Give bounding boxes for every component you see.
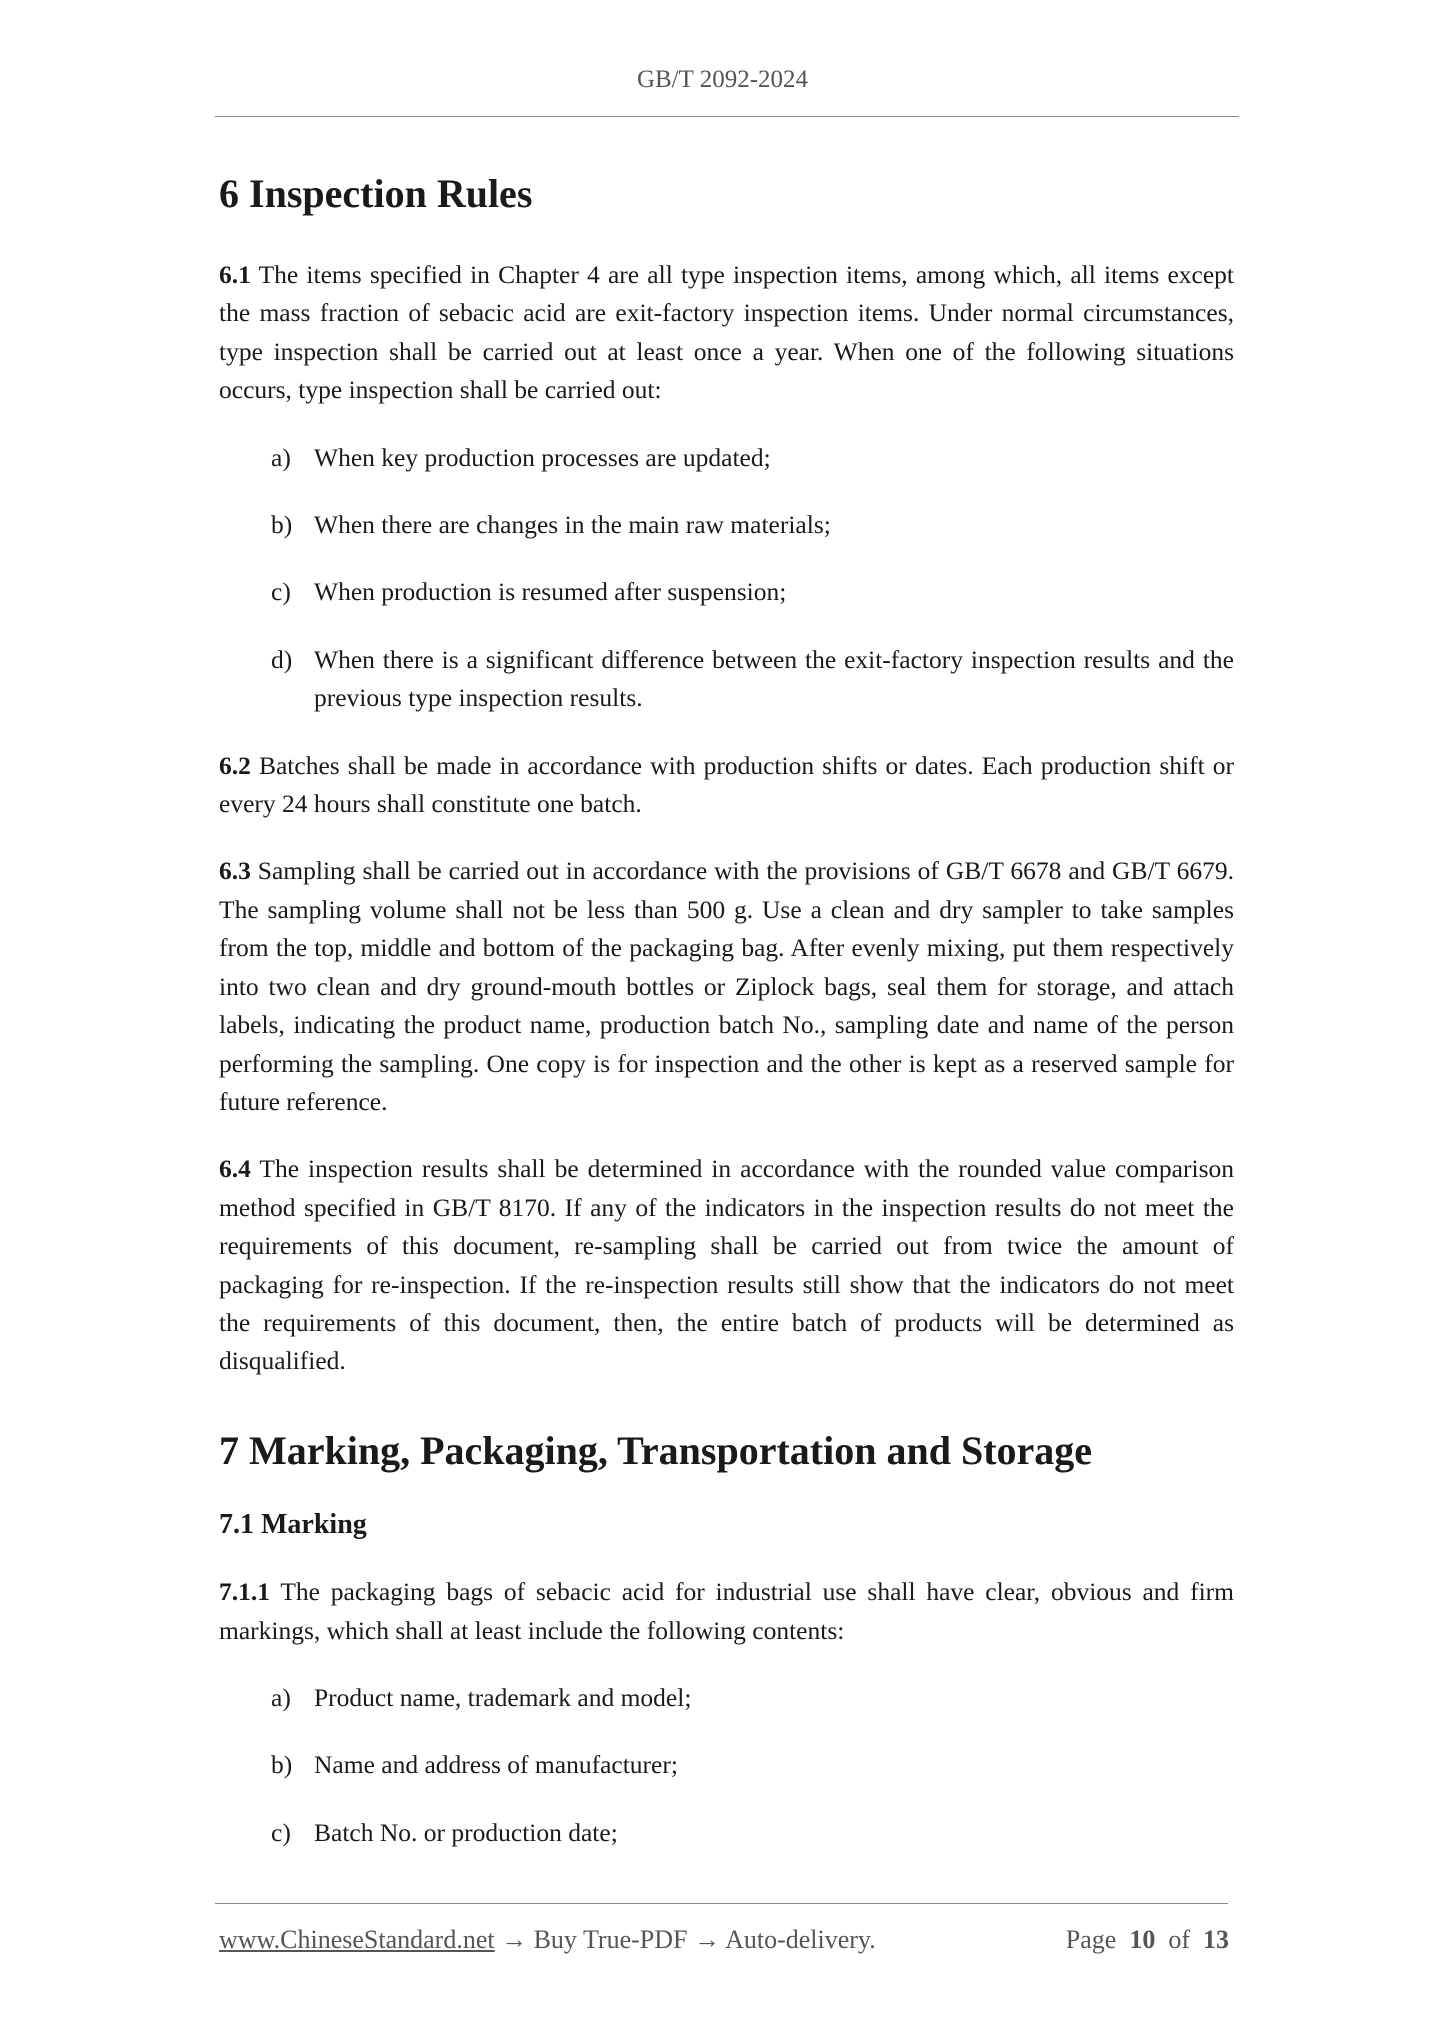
section-6-title: 6 Inspection Rules (219, 171, 533, 216)
list-text: When key production processes are updated; (314, 442, 771, 472)
subsection-7-1-title: 7.1 Marking (219, 1508, 367, 1540)
list-letter: b) (271, 1750, 293, 1780)
clause-text: The packaging bags of sebacic acid for industrial use shall have clear, obvious and firm markings, which shall at least include the following contents: (219, 1577, 1234, 1645)
clause-number: 6.4 (219, 1154, 251, 1184)
list-item (219, 1814, 1234, 1852)
clause-text: Sampling shall be carried out in accordance with the provisions of GB/T 6678 and GB/T 6679. The sampling volume shall not be less than 500 g. Use a clean and dry sampler to take samples from the top, middle and bottom of the packaging bag. After evenly mixing, put them respectively into two clean and dry ground-mouth bottles or Ziplock bags, seal them for storage, and attach labels, indicating the product name, production batch No., sampling date and name of the person performing the sampling. One copy is for inspection and the other is kept as a reserved sample for future reference. (219, 856, 1234, 1116)
clause-6-3 (219, 852, 1234, 1121)
running-header: GB/T 2092-2024 (636, 66, 809, 93)
clause-text: Batches shall be made in accordance with production shifts or dates. Each production shift or every 24 hours shall constitute one batch. (219, 750, 1234, 819)
list-text: When there is a significant difference between the exit-factory inspection results and the previous type inspection results. (314, 644, 1234, 713)
chinesestandard-link[interactable]: www.ChineseStandard.net (219, 1925, 495, 1954)
list-text: Batch No. or production date; (314, 1817, 618, 1847)
clause-7-1-1 (219, 1573, 1234, 1650)
list-item (219, 1746, 1234, 1784)
list-letter: c) (271, 1817, 291, 1847)
list-item (219, 506, 1234, 544)
situation-list (219, 439, 1234, 718)
list-letter: a) (271, 1682, 291, 1712)
list-item (219, 573, 1234, 611)
clause-number: 6.1 (219, 260, 251, 289)
list-text: Product name, trademark and model; (314, 1682, 692, 1712)
document-body (219, 168, 1234, 1852)
list-letter: c) (271, 577, 291, 607)
footer-delivery-text: → Auto-delivery. (694, 1925, 876, 1954)
page-number: 10 (1129, 1925, 1156, 1954)
clause-text: The inspection results shall be determined in accordance with the rounded value comparison method specified in GB/T 8170. If any of the indicators in the inspection results do not meet the requirements of this document, re-sampling shall be carried out from twice the amount of packaging for re-inspection. If the re-inspection results still show that the indicators do not meet the requirements of this document, then, the entire batch of products will be determined as disqualified. (219, 1154, 1234, 1376)
list-text: Name and address of manufacturer; (314, 1750, 678, 1780)
list-letter: b) (271, 510, 293, 540)
footer-divider (215, 1903, 1228, 1904)
page-total: 13 (1203, 1925, 1229, 1954)
list-letter: a) (271, 442, 291, 472)
page-indicator (1066, 1925, 1229, 1955)
list-item (219, 641, 1234, 718)
clause-6-2 (219, 747, 1234, 824)
clause-text: The items specified in Chapter 4 are all type inspection items, among which, all items except the mass fraction of sebacic acid are exit-factory inspection items. Under normal circumstances, type inspection shall be carried out at least once a year. When one of the following situations occurs, type inspection shall be carried out: (219, 260, 1234, 405)
page-footer (219, 1925, 1229, 1955)
list-item (219, 439, 1234, 477)
list-item (219, 1679, 1234, 1717)
list-text: When production is resumed after suspension; (314, 577, 787, 607)
page-label: Page (1065, 1925, 1117, 1954)
list-letter: d) (271, 644, 293, 674)
clause-number: 6.3 (219, 856, 251, 886)
clause-number: 6.2 (219, 750, 251, 780)
footer-buy-text: → Buy True-PDF (494, 1925, 694, 1954)
marking-list (219, 1679, 1234, 1852)
of-label: of (1168, 1925, 1190, 1954)
list-text: When there are changes in the main raw materials; (314, 510, 831, 540)
footer-promo (219, 1925, 876, 1955)
section-7-title: 7 Marking, Packaging, Transportation and Storage (219, 1427, 1093, 1473)
clause-6-4 (219, 1150, 1234, 1380)
clause-6-1 (219, 256, 1234, 410)
header-divider (215, 116, 1239, 117)
clause-number: 7.1.1 (219, 1577, 270, 1607)
